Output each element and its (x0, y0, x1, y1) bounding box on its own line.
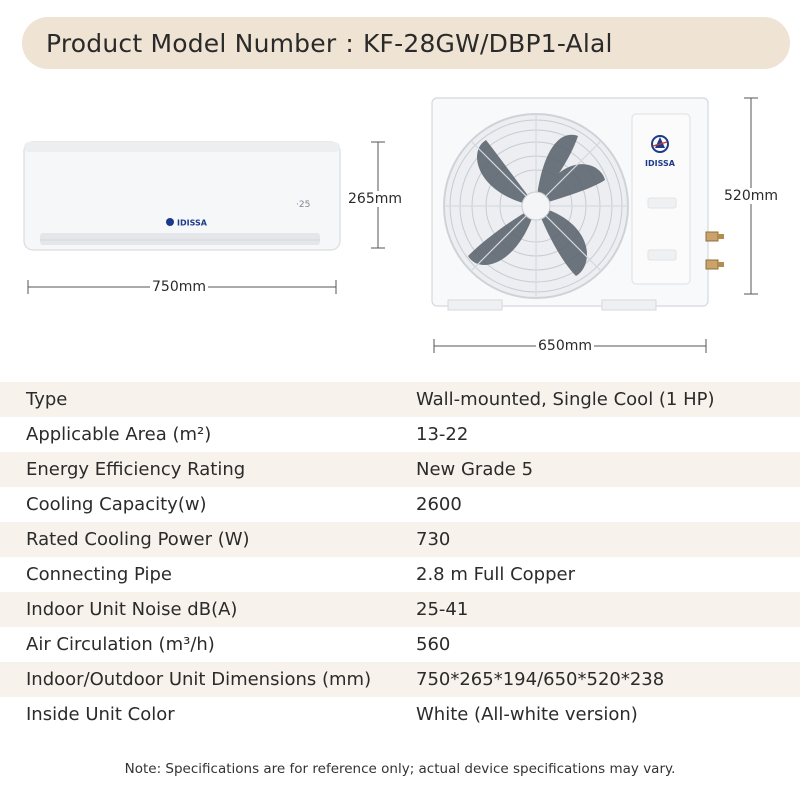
spec-value: 25-41 (416, 599, 469, 620)
spec-label: Type (26, 389, 68, 410)
model-label: Product Model Number (46, 28, 337, 58)
spec-row (0, 452, 800, 487)
indoor-unit (24, 142, 340, 250)
disclaimer-note: Note: Specifications are for reference only; actual device specifications may vary. (124, 761, 676, 777)
model-separator: : (345, 28, 354, 58)
spec-row (0, 697, 800, 732)
spec-row (0, 487, 800, 522)
spec-value: 750*265*194/650*520*238 (416, 669, 665, 690)
spec-row (0, 522, 800, 557)
spec-row (0, 382, 800, 417)
spec-row (0, 662, 800, 697)
spec-label: Indoor Unit Noise dB(A) (26, 599, 238, 620)
indoor-height-label: 265mm (348, 191, 403, 207)
model-title-bar (22, 17, 790, 69)
spec-label: Cooling Capacity(w) (26, 494, 207, 515)
spec-value: 2600 (416, 494, 462, 515)
spec-row (0, 627, 800, 662)
product-drawing (0, 80, 800, 380)
spec-label: Inside Unit Color (26, 704, 175, 725)
spec-label: Energy Efficiency Rating (26, 459, 246, 480)
spec-label: Connecting Pipe (26, 564, 172, 585)
spec-row (0, 592, 800, 627)
spec-value: 730 (416, 529, 451, 550)
outdoor-height-label: 520mm (724, 188, 779, 204)
product-figure (0, 80, 800, 380)
spec-table (0, 382, 800, 732)
indoor-display-icon: ·25 (296, 200, 311, 210)
spec-value: White (All-white version) (416, 704, 638, 725)
spec-value: 560 (416, 634, 451, 655)
spec-label: Air Circulation (m³/h) (26, 634, 215, 655)
indoor-width-label: 750mm (152, 279, 207, 295)
spec-row (0, 557, 800, 592)
spec-value: New Grade 5 (416, 459, 534, 480)
svg-text:IDISSA: IDISSA (177, 218, 207, 228)
fan-grille-icon (444, 114, 628, 298)
pipe-valve-icon (706, 232, 724, 269)
model-number: KF-28GW/DBP1-Alal (362, 28, 613, 58)
svg-text:IDISSA: IDISSA (645, 159, 675, 168)
outdoor-unit (432, 98, 724, 310)
outdoor-width-label: 650mm (538, 338, 593, 354)
spec-value: 13-22 (416, 424, 469, 445)
spec-label: Indoor/Outdoor Unit Dimensions (mm) (26, 669, 372, 690)
spec-label: Rated Cooling Power (W) (26, 529, 250, 550)
spec-value: 2.8 m Full Copper (416, 564, 576, 585)
spec-row (0, 417, 800, 452)
spec-label: Applicable Area (m²) (26, 424, 212, 445)
spec-value: Wall-mounted, Single Cool (1 HP) (416, 389, 715, 410)
